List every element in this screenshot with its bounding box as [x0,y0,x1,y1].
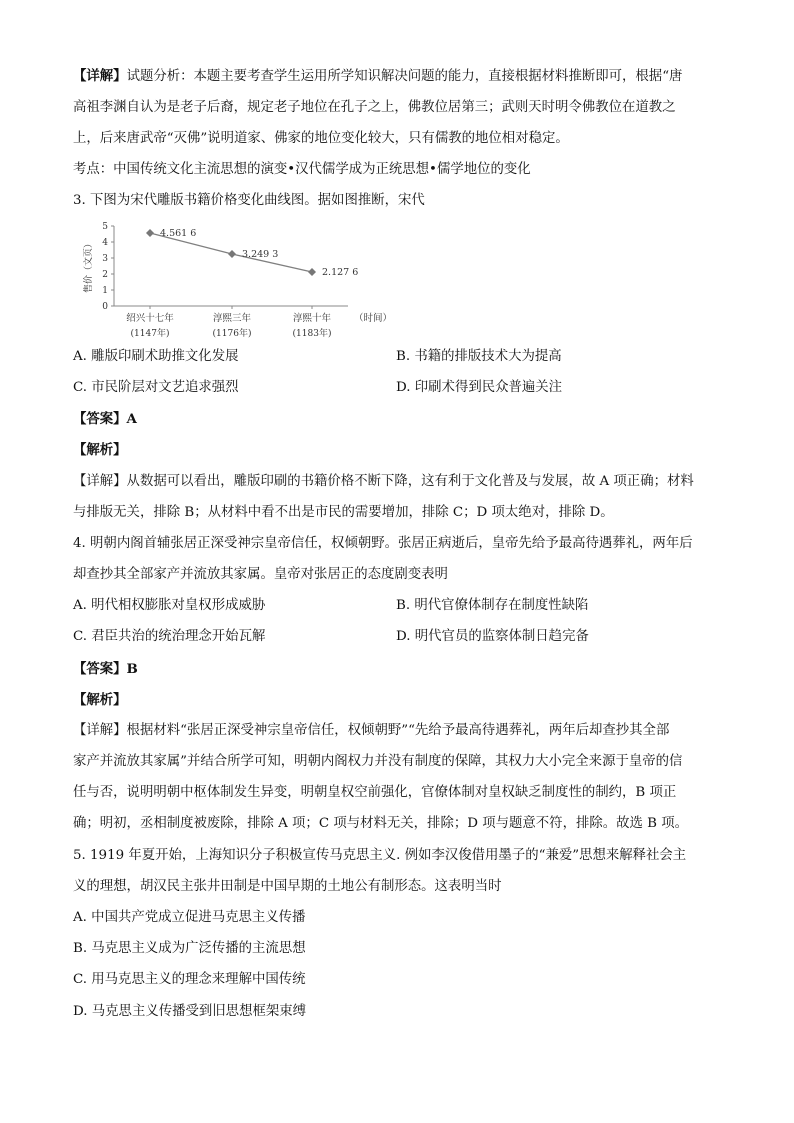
q4-detail-line-2: 家产并流放其家属”并结合所学可知，明朝内阁权力并没有制度的保障，其权力大小完全来源于皇帝的信 [73,754,683,769]
q3-stem: 3. 下图为宋代雕版书籍价格变化曲线图。据如图推断，宋代 [73,193,425,208]
q4-option-a[interactable]: A. 明代相权膨胀对皇权形成威胁 [73,598,266,613]
q5-stem-line-2: 义的理想，胡汉民主张井田制是中国早期的土地公有制形态。这表明当时 [73,879,502,894]
q4-option-d[interactable]: D. 明代官员的监察体制日趋完备 [396,629,589,644]
q5-option-a[interactable]: A. 中国共产党成立促进马克思主义传播 [73,910,306,925]
q4-detail-line-3: 任与否，说明明朝中枢体制发生异变，明朝皇权空前强化，官僚体制对皇权缺乏制度性的制约，B 项正 [73,785,677,800]
q2-detail-line-3: 上，后来唐武帝“灭佛”说明道家、佛家的地位变化较大，只有儒教的地位相对稳定。 [73,131,569,146]
q2-detail-line-2: 高祖李渊自认为是老子后裔，规定老子地位在孔子之上，佛教位居第三；武则天时明令佛教位在道教之 [73,100,676,115]
x-tick-year-label: (1183年) [292,329,332,339]
x-tick-year-label: (1176年) [212,329,252,339]
q2-kaodian: 考点：中国传统文化主流思想的演变•汉代儒学成为正统思想•儒学地位的变化 [73,162,531,177]
text-segment: 试题分析：本题主要考查学生运用所学知识解决问题的能力，直接根据材料推断即可，根据 [126,69,663,84]
data-label: 2.127 6 [322,266,359,278]
data-point-marker [146,229,154,237]
y-axis [102,222,114,312]
q3-detail-line-2: 与排版无关，排除 B；从材料中看不出是市民的需要增加，排除 C；D 项太绝对，排除 D。 [73,505,614,520]
x-tick-label: 淳熙三年 [212,313,252,324]
y-tick-label: 0 [102,302,108,312]
q3-option-c[interactable]: C. 市民阶层对文艺追求强烈 [73,380,239,395]
x-tick-label: 淳熙十年 [292,313,332,324]
q2-detail-line-1 [73,66,682,87]
data-point-marker [308,268,316,276]
q4-detail-line-1: 【详解】根据材料“张居正深受神宗皇帝信任，权倾朝野”“先给予最高待遇葬礼，两年后却查抄其全部 [73,723,670,738]
q3-option-b[interactable]: B. 书籍的排版技术大为提高 [396,349,562,364]
y-tick-label: 5 [102,222,108,232]
book-price-line-chart [78,216,398,346]
q4-jiexi-heading: 【解析】 [73,692,127,708]
x-tick-year-label: (1147年) [130,329,170,339]
data-label: 4.561 6 [160,228,197,240]
q3-answer: 【答案】A [73,411,137,427]
q4-stem-line-1: 4. 明朝内阁首辅张居正深受神宗皇帝信任，权倾朝野。张居正病逝后，皇帝先给予最高待遇葬礼，两年后 [73,536,693,551]
y-tick-label: 2 [102,270,108,280]
q3-detail-line-1: 【详解】从数据可以看出，雕版印刷的书籍价格不断下降，这有利于文化普及与发展，故 A 项正确；材料 [73,474,694,489]
q4-stem-line-2: 却查抄其全部家产并流放其家属。皇帝对张居正的态度剧变表明 [73,567,448,582]
x-axis-label: （时间） [354,313,393,324]
data-label: 3.249 3 [242,249,279,261]
q5-option-d[interactable]: D. 马克思主义传播受到旧思想框架束缚 [73,1004,307,1019]
q3-jiexi-heading: 【解析】 [73,442,127,458]
data-point-marker [228,250,236,258]
q5-option-c[interactable]: C. 用马克思主义的理念来理解中国传统 [73,972,306,987]
q3-option-d[interactable]: D. 印刷术得到民众普遍关注 [396,380,563,395]
y-tick-label: 1 [102,286,108,296]
y-axis-label: 售价（文页） [84,238,94,294]
price-series [146,228,358,278]
y-tick-label: 4 [102,238,108,248]
q5-option-b[interactable]: B. 马克思主义成为广泛传播的主流思想 [73,941,306,956]
x-axis [114,306,348,339]
q4-detail-line-4: 确；明初，丞相制度被废除，排除 A 项；C 项与材料无关，排除；D 项与题意不符，排除。故选 B 项。 [73,816,689,831]
text-segment: “唐 [662,69,683,84]
q4-answer: 【答案】B [73,661,138,677]
y-tick-label: 3 [102,254,108,264]
detail-tag: 【详解】 [73,68,127,84]
q4-option-c[interactable]: C. 君臣共治的统治理念开始瓦解 [73,629,266,644]
q5-stem-line-1: 5. 1919 年夏开始，上海知识分子积极宣传马克思主义. 例如李汉俊借用墨子的“兼爱”思想来解释社会主 [73,848,687,863]
q4-option-b[interactable]: B. 明代官僚体制存在制度性缺陷 [396,598,589,613]
q3-option-a[interactable]: A. 雕版印刷术助推文化发展 [73,349,239,364]
x-tick-label: 绍兴十七年 [126,313,174,324]
